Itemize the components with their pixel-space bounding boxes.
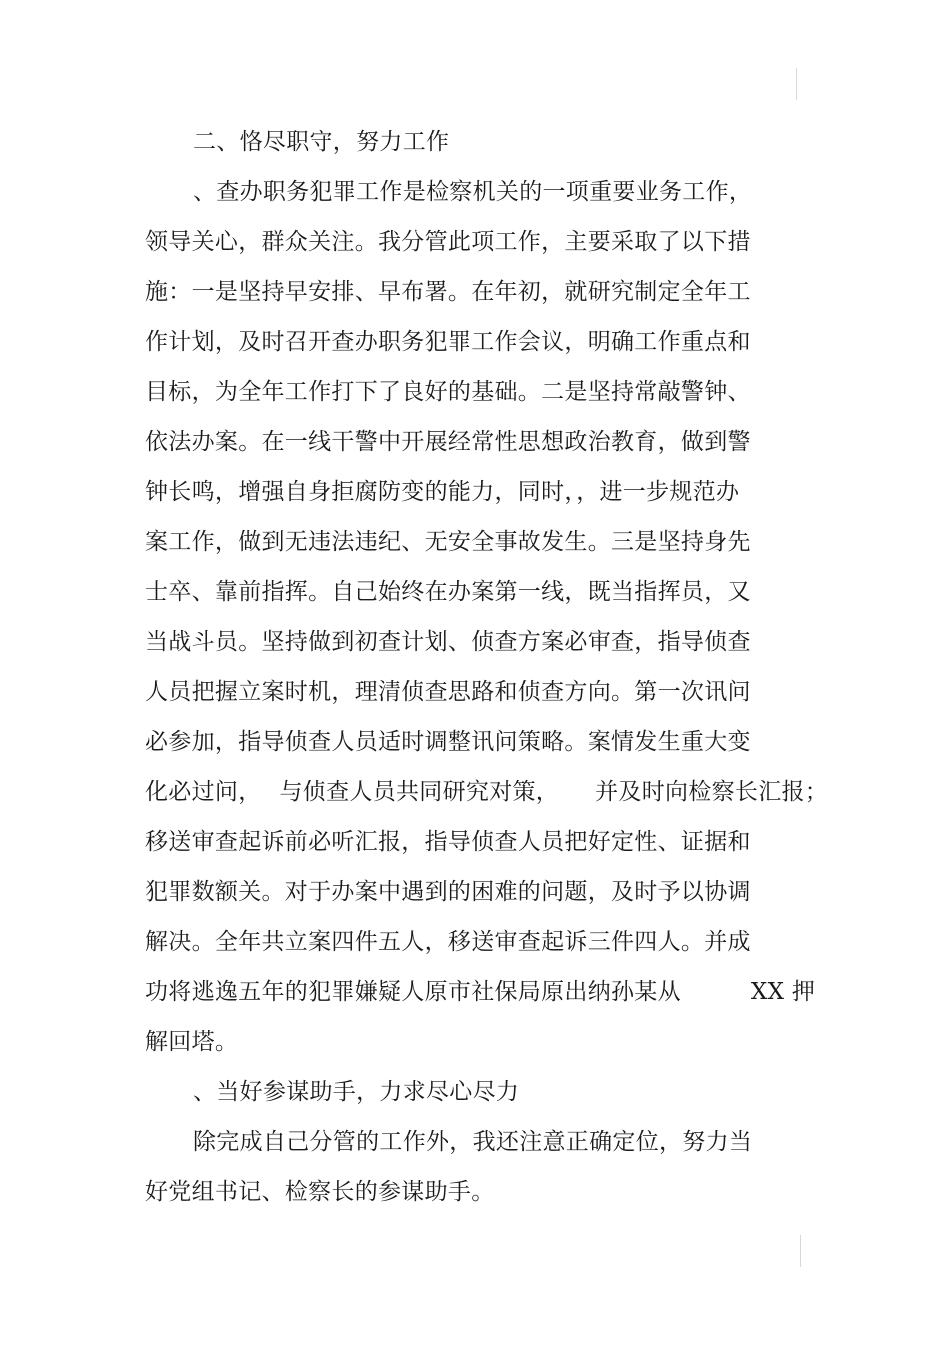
paragraph-line: 、查办职务犯罪工作是检察机关的一项重要业务工作， [193, 179, 753, 205]
paragraph-line: 除完成自己分管的工作外，我还注意正确定位，努力当 [193, 1129, 753, 1155]
page-edge-mark-bottom [800, 1235, 801, 1267]
line-segment: 与侦查人员共同研究对策， [279, 779, 560, 805]
section-heading: 二、恪尽职守，努力工作 [193, 129, 450, 155]
paragraph-line: 解决。全年共立案四件五人，移送审查起诉三件四人。并成 [145, 929, 751, 955]
paragraph-line: 施：一是坚持早安排、早布署。在年初，就研究制定全年工 [145, 279, 751, 305]
paragraph-line [145, 977, 815, 1007]
paragraph-line: 作计划，及时召开查办职务犯罪工作会议，明确工作重点和 [145, 329, 751, 355]
paragraph-line: 犯罪数额关。对于办案中遇到的困难的问题，及时予以协调 [145, 879, 751, 905]
page-edge-mark-top [796, 68, 797, 100]
line-segment: XX 押 [750, 979, 816, 1005]
line-segment: 功将逃逸五年的犯罪嫌疑人原市社保局原出纳孙某从 [145, 979, 681, 1005]
paragraph-line: 解回塔。 [145, 1029, 239, 1055]
paragraph-line: 好党组书记、检察长的参谋助手。 [145, 1179, 495, 1205]
paragraph-line [145, 777, 828, 807]
paragraph-line: 依法办案。在一线干警中开展经常性思想政治教育，做到警 [145, 429, 751, 455]
paragraph-line: 必参加，指导侦查人员适时调整讯问策略。案情发生重大变 [145, 729, 751, 755]
line-segment: 并及时向检察长汇报； [595, 779, 829, 805]
subsection-heading: 、当好参谋助手，力求尽心尽力 [193, 1079, 520, 1105]
paragraph-line: 案工作，做到无违法违纪、无安全事故发生。三是坚持身先 [145, 529, 751, 555]
paragraph-line: 移送审查起诉前必听汇报，指导侦查人员把好定性、证据和 [145, 829, 751, 855]
paragraph-line: 目标，为全年工作打下了良好的基础。二是坚持常敲警钟、 [145, 379, 751, 405]
paragraph-line: 领导关心，群众关注。我分管此项工作，主要采取了以下措 [145, 229, 751, 255]
paragraph-line: 士卒、靠前指挥。自己始终在办案第一线，既当指挥员，又 [145, 579, 751, 605]
paragraph-line: 人员把握立案时机，理清侦查思路和侦查方向。第一次讯问 [145, 679, 751, 705]
line-segment: 化必过问， [145, 779, 262, 805]
paragraph-line: 钟长鸣，增强自身拒腐防变的能力，同时，，进一步规范办 [145, 479, 740, 505]
paragraph-line: 当战斗员。坚持做到初查计划、侦查方案必审查，指导侦查 [145, 629, 751, 655]
